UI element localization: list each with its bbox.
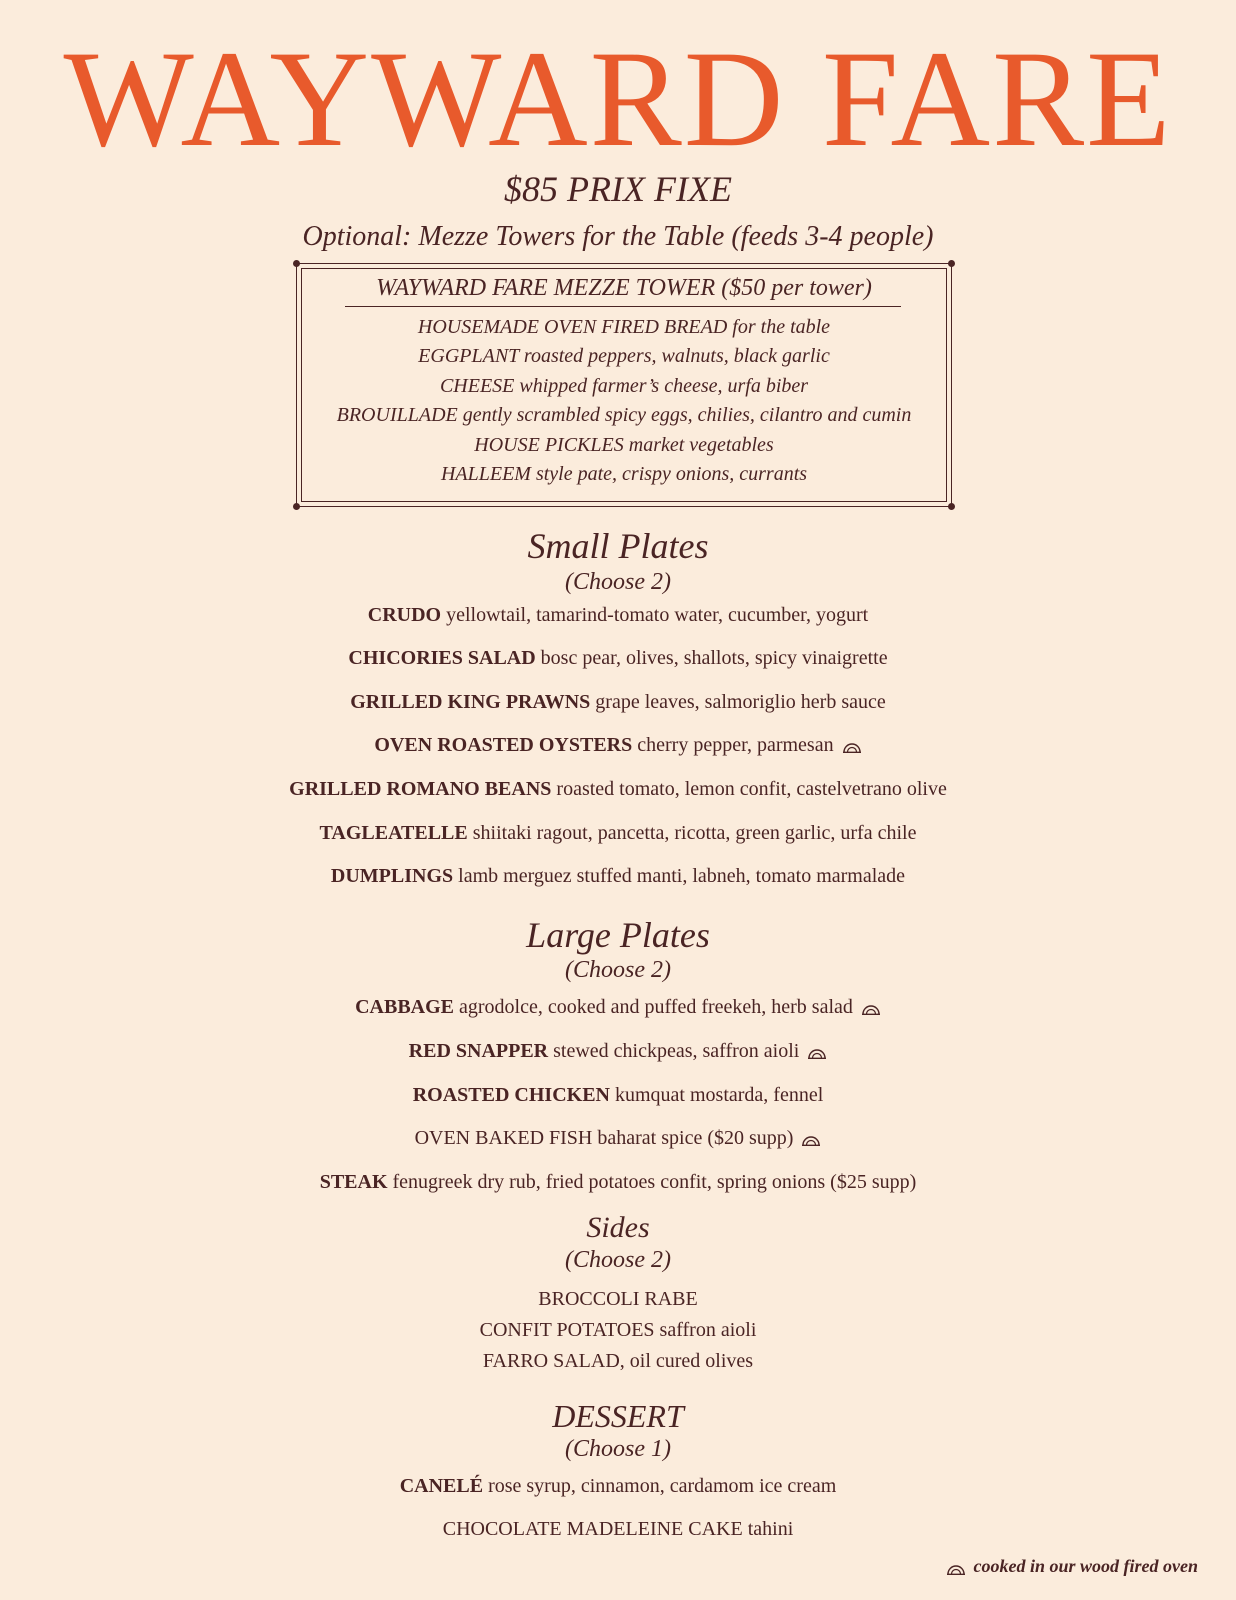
restaurant-name: WAYWARD FARE: [63, 22, 1173, 175]
sides-choose: (Choose 2): [565, 1247, 671, 1273]
dessert-item: [0, 1476, 1236, 1496]
oven-legend: [946, 1557, 1199, 1575]
menu-item-name: RED SNAPPER: [408, 1040, 549, 1062]
dessert-item: [0, 1519, 1236, 1539]
menu-item: [0, 866, 1236, 886]
menu-item: [0, 1041, 1236, 1061]
title-divider: [345, 306, 901, 307]
menu-item-name: OVEN BAKED FISH: [414, 1127, 593, 1149]
menu-item-desc: stewed chickpeas, saffron aioli: [553, 1040, 800, 1062]
mezze-tower-title: WAYWARD FARE MEZZE TOWER ($50 per tower): [376, 275, 872, 301]
menu-item: [0, 648, 1236, 668]
mezze-item-name: EGGPLANT: [418, 345, 519, 368]
menu-item-desc: yellowtail, tamarind-tomato water, cucumber, yogurt: [446, 604, 869, 626]
mezze-item: [296, 460, 952, 489]
menu-item-desc: bosc pear, olives, shallots, spicy vinaigrette: [540, 647, 888, 669]
menu-item: [0, 997, 1236, 1017]
dessert-item-desc: tahini: [747, 1518, 794, 1540]
corner-ornament: [948, 260, 955, 267]
prix-fixe-price: $85 PRIX FIXE: [504, 169, 732, 209]
menu-item-name: CABBAGE: [355, 996, 454, 1018]
menu-item-name: GRILLED KING PRAWNS: [350, 691, 591, 713]
mezze-item: [296, 313, 952, 342]
menu-item-desc: cherry pepper, parmesan: [637, 734, 834, 756]
corner-ornament: [293, 503, 300, 510]
mezze-item-desc: for the table: [732, 316, 831, 338]
small-plates-choose: (Choose 2): [565, 569, 671, 595]
menu-item-desc: kumquat mostarda, fennel: [614, 1084, 824, 1106]
menu-item: [0, 735, 1236, 755]
wood-oven-icon: [842, 741, 862, 753]
dessert-choose: (Choose 1): [565, 1436, 671, 1462]
dessert-item-desc: rose syrup, cinnamon, cardamom ice cream: [488, 1475, 837, 1497]
mezze-item-name: HALLEEM: [440, 463, 531, 486]
legend-text: cooked in our wood fired oven: [973, 1556, 1198, 1576]
menu-item-name: STEAK: [319, 1171, 388, 1193]
sides-heading: Sides: [586, 1211, 650, 1244]
dessert-heading: DESSERT: [552, 1398, 684, 1434]
menu-item: [0, 692, 1236, 712]
menu-item-desc: agrodolce, cooked and puffed freekeh, herb salad: [459, 996, 853, 1018]
side-item-name: FARRO SALAD,: [482, 1350, 625, 1372]
menu-item-desc: fenugreek dry rub, fried potatoes confit, spring onions ($25 supp): [392, 1171, 917, 1193]
menu-item: [0, 1172, 1236, 1192]
mezze-item: [296, 372, 952, 401]
mezze-tower-box: [296, 263, 952, 507]
mezze-item-name: HOUSEMADE OVEN FIRED BREAD: [417, 316, 728, 338]
mezze-item-desc: gently scrambled spicy eggs, chilies, cilantro and cumin: [462, 404, 912, 427]
large-plates-heading: Large Plates: [526, 915, 710, 955]
wood-oven-icon: [801, 1134, 821, 1146]
menu-item-name: TAGLEATELLE: [319, 822, 468, 844]
mezze-item-name: HOUSE PICKLES: [474, 433, 624, 456]
dessert-item-name: CANELÉ: [399, 1475, 484, 1497]
menu-item-desc: grape leaves, salmoriglio herb sauce: [595, 691, 886, 713]
wood-oven-icon: [946, 1563, 966, 1575]
mezze-item-desc: style pate, crispy onions, currants: [535, 463, 808, 486]
corner-ornament: [293, 260, 300, 267]
mezze-item-name: CHEESE: [439, 374, 515, 397]
mezze-item: [296, 401, 952, 430]
side-item: [0, 1351, 1236, 1371]
side-item-desc: saffron aioli: [659, 1319, 757, 1341]
menu-item-desc: shiitaki ragout, pancetta, ricotta, green garlic, urfa chile: [472, 822, 917, 844]
mezze-item: [296, 342, 952, 371]
menu-item-name: DUMPLINGS: [330, 865, 454, 887]
side-item-desc: oil cured olives: [629, 1350, 754, 1372]
menu-item-name: ROASTED CHICKEN: [412, 1084, 610, 1106]
mezze-tower-items: [296, 313, 952, 489]
menu-item: [0, 779, 1236, 799]
menu-item: [0, 1085, 1236, 1105]
menu-item-name: OVEN ROASTED OYSTERS: [374, 734, 633, 756]
wood-oven-icon: [807, 1047, 827, 1059]
menu-item: [0, 605, 1236, 625]
mezze-item: [296, 431, 952, 460]
side-item-name: CONFIT POTATOES: [479, 1319, 655, 1341]
mezze-item-name: BROUILLADE: [336, 404, 458, 427]
side-item: [0, 1320, 1236, 1340]
corner-ornament: [948, 503, 955, 510]
menu-item-name: CHICORIES SALAD: [348, 647, 536, 669]
side-item-name: BROCCOLI RABE: [538, 1288, 698, 1310]
small-plates-heading: Small Plates: [527, 526, 709, 566]
large-plates-choose: (Choose 2): [565, 957, 671, 983]
dessert-item-name: CHOCOLATE MADELEINE CAKE: [442, 1518, 743, 1540]
menu-item-desc: baharat spice ($20 supp): [597, 1127, 794, 1149]
optional-note: Optional: Mezze Towers for the Table (feeds 3-4 people): [302, 221, 934, 252]
menu-item: [0, 1128, 1236, 1148]
mezze-item-desc: whipped farmer’s cheese, urfa biber: [519, 374, 809, 397]
menu-item-name: CRUDO: [367, 604, 442, 626]
menu-item-name: GRILLED ROMANO BEANS: [289, 778, 552, 800]
side-item: [0, 1289, 1236, 1309]
wood-oven-icon: [861, 1003, 881, 1015]
menu-item-desc: lamb merguez stuffed manti, labneh, tomato marmalade: [458, 865, 906, 887]
menu-item-desc: roasted tomato, lemon confit, castelvetrano olive: [556, 778, 947, 800]
mezze-item-desc: market vegetables: [628, 433, 774, 456]
mezze-item-desc: roasted peppers, walnuts, black garlic: [523, 345, 830, 368]
menu-item: [0, 823, 1236, 843]
